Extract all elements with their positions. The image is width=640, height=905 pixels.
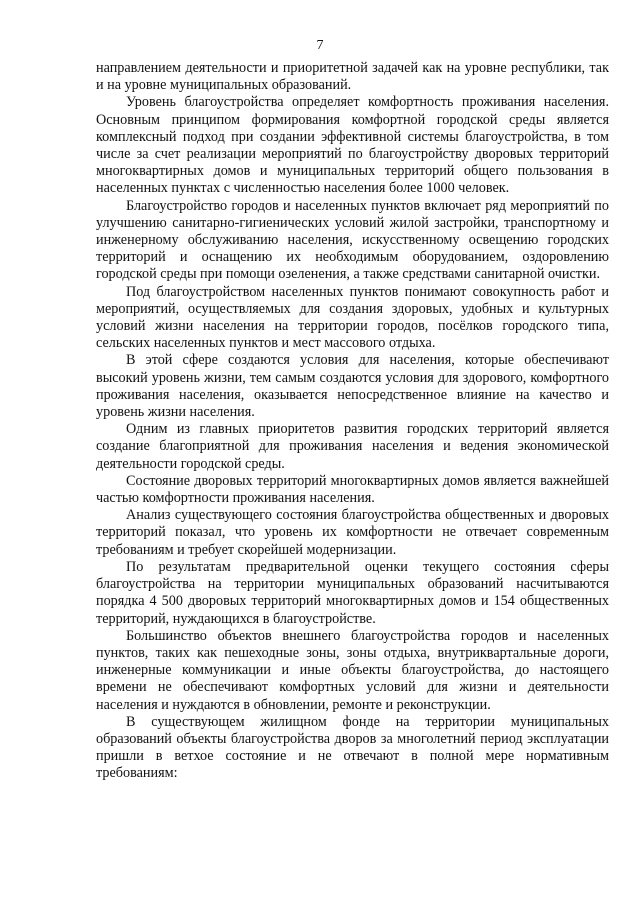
paragraph-courtyards: Состояние дворовых территорий многоквартирных домов является важнейшей частью комфортности проживания населения. xyxy=(96,472,609,507)
paragraph-priorities: Одним из главных приоритетов развития городских территорий является создание благоприятной для проживания населения и ведения экономической деятельности городской среды. xyxy=(96,421,609,472)
paragraph-assessment-results: По результатам предварительной оценки текущего состояния сферы благоустройства на территории муниципальных образований насчитываются порядка 4 500 дворовых территорий многоквартирных домов и 154 общественных территорий, нуждающихся в благоустройстве. xyxy=(96,558,609,627)
paragraph-external-objects: Большинство объектов внешнего благоустройства городов и населенных пунктов, таких как пешеходные зоны, зоны отдыха, внутриквартальные дороги, инженерные коммуникации и иные объекты благоустройства, до настоящего времени не обеспечивают комфортных условий для жизни и деятельности населения и нуждаются в обновлении, ремонте и реконструкции. xyxy=(96,627,609,713)
paragraph-living-conditions: В этой сфере создаются условия для населения, которые обеспечивают высокий уровень жизни, тем самым создаются условия для здорового, комфортного проживания населения, оказывается непосредственное влияние на качество и уровень жизни населения. xyxy=(96,352,609,421)
paragraph-housing-stock: В существующем жилищном фонде на территории муниципальных образований объекты благоустройства дворов за многолетний период эксплуатации пришли в ветхое состояние и не отвечают в полной мере нормативным требованиям: xyxy=(96,713,609,782)
body-text xyxy=(96,60,609,783)
paragraph-comfort-level: Уровень благоустройства определяет комфортность проживания населения. Основным принципом формирования комфортной городской среды является комплексный подход при создании эффективной системы благоустройства, в том числе за счет реализации мероприятий по благоустройству дворовых территорий многоквартирных домов и муниципальных территорий общего пользования в населенных пунктах с численностью населения более 1000 человек. xyxy=(96,94,609,197)
paragraph-analysis: Анализ существующего состояния благоустройства общественных и дворовых территорий показал, что уровень их комфортности не отвечает современным требованиям и требует скорейшей модернизации. xyxy=(96,507,609,558)
paragraph-improvement-measures: Благоустройство городов и населенных пунктов включает ряд мероприятий по улучшению санитарно-гигиенических условий жилой застройки, транспортному и инженерному обслуживанию населения, искусственному освещению городских территорий и оснащению их необходимым оборудованием, оздоровлению городской среды при помощи озеленения, а также средствами санитарной очистки. xyxy=(96,197,609,283)
page-number: 7 xyxy=(316,38,324,53)
paragraph-definition: Под благоустройством населенных пунктов понимают совокупность работ и мероприятий, осуществляемых для создания здоровых, удобных и культурных условий жизни населения на территории городов, посёлков городского типа, сельских населенных пунктов и мест массового отдыха. xyxy=(96,283,609,352)
paragraph-continuation: направлением деятельности и приоритетной задачей как на уровне республики, так и на уровне муниципальных образований. xyxy=(96,60,609,94)
